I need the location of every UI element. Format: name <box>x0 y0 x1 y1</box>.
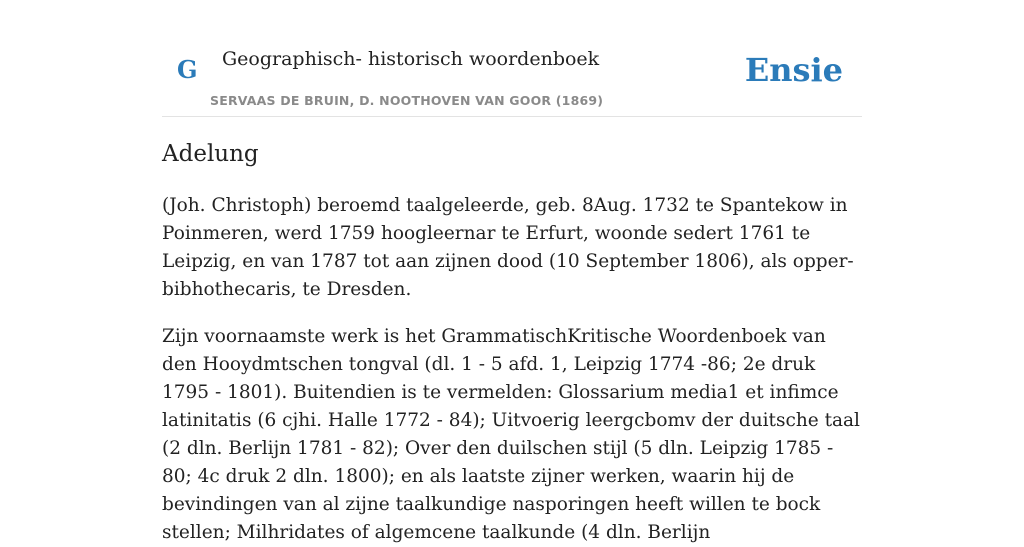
entry-title: Adelung <box>162 141 259 167</box>
ensie-logo[interactable]: Ensie <box>744 51 843 89</box>
book-icon: G <box>177 55 198 84</box>
book-header <box>162 0 862 117</box>
entry-paragraph: Zijn voornaamste werk is het GrammatischKritische Woordenboek van den Hooydmtschen tongval (dl. 1 - 5 afd. 1, Leipzig 1774 -86; 2e druk 1795 - 1801). Buitendien is te vermelden: Glossarium media1 et infimce latinitatis (6 cjhi. Halle 1772 - 84); Uitvoerig leergcbomv der duitsche taal (2 dln. Berlijn 1781 - 82); Over den duilschen stijl (5 dln. Leipzig 1785 - 80; 4c druk 2 dln. 1800); en als laatste zijner werken, waarin hij de bevindingen van al zijne taalkundige nasporingen heeft willen te bock stellen; Milhridates of algemcene taalkunde (4 dln. Berlijn <box>162 326 860 543</box>
entry-paragraph: (Joh. Christoph) beroemd taalgeleerde, geb. 8Aug. 1732 te Spantekow in Poinmeren, werd 1759 hoogleernar te Erfurt, woonde sedert 1761 te Leipzig, en van 1787 tot aan zijnen dood (10 September 1806), als opper-bibhothecaris, te Dresden. <box>162 195 854 300</box>
book-author: SERVAAS DE BRUIN, D. NOOTHOVEN VAN GOOR (1869) <box>210 93 604 108</box>
book-title-link[interactable]: Geographisch- historisch woordenboek <box>222 48 600 70</box>
entry-content <box>162 138 862 547</box>
